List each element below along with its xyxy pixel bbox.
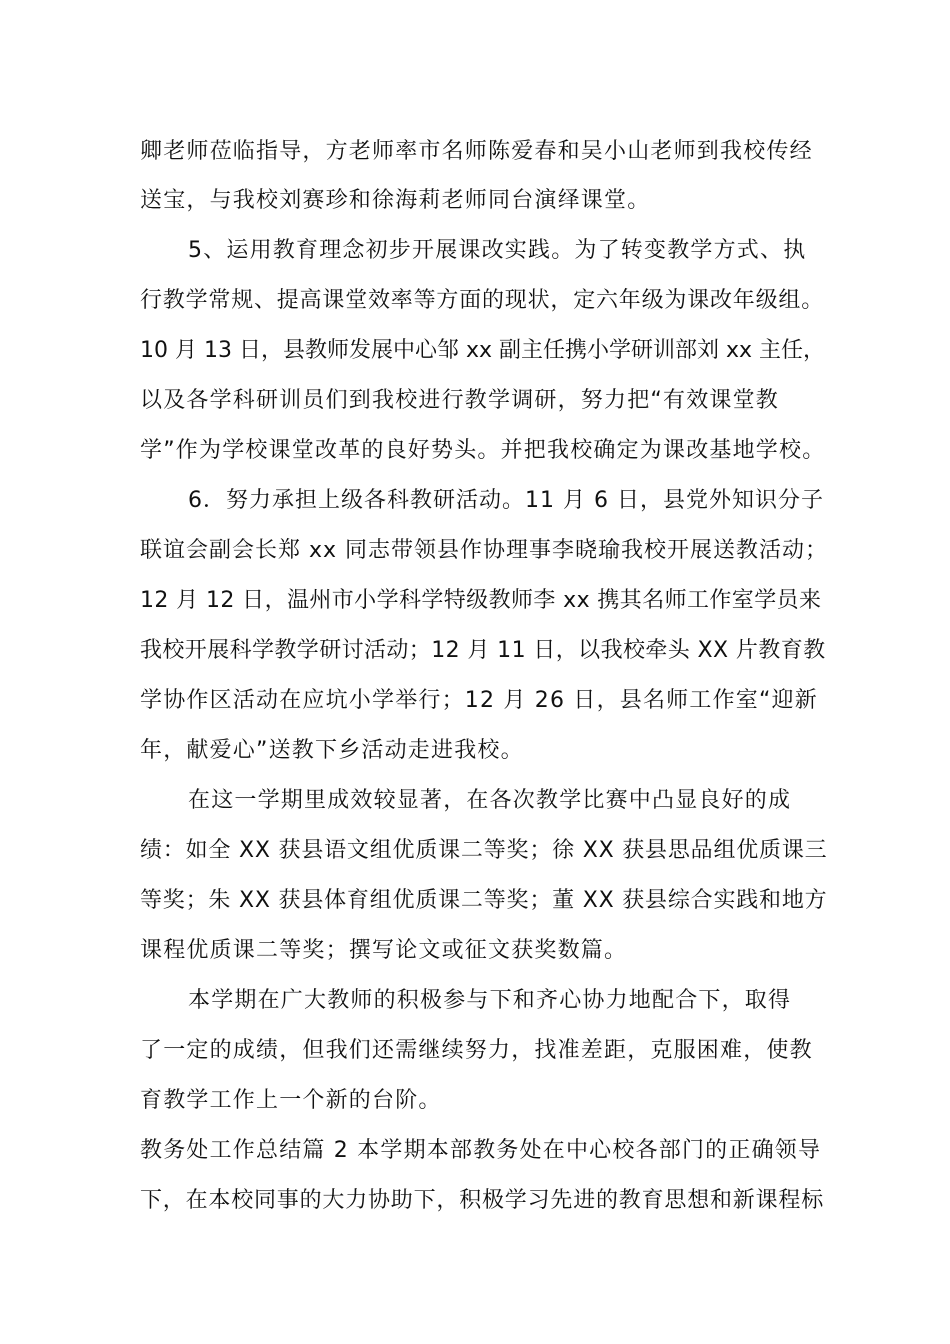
text-line: 教务处工作总结篇 2 本学期本部教务处在中心校各部门的正确领导 bbox=[140, 1138, 822, 1163]
text-line: 6．努力承担上级各科教研活动。11 月 6 日，县党外知识分子 bbox=[188, 488, 824, 513]
text-line: 等奖；朱 XX 获县体育组优质课二等奖；董 XX 获县综合实践和地方 bbox=[140, 888, 828, 913]
text-line: 课程优质课二等奖；撰写论文或征文获奖数篇。 bbox=[140, 938, 628, 963]
text-line: 学协作区活动在应坑小学举行；12 月 26 日，县名师工作室“迎新 bbox=[140, 688, 818, 713]
text-line: 5、运用教育理念初步开展课改实践。为了转变教学方式、执 bbox=[188, 238, 807, 263]
text-line: 12 月 12 日，温州市小学科学特级教师李 xx 携其名师工作室学员来 bbox=[140, 588, 822, 613]
text-line: 本学期在广大教师的积极参与下和齐心协力地配合下，取得 bbox=[188, 988, 792, 1013]
text-line: 10 月 13 日，县教师发展中心邹 xx 副主任携小学研训部刘 xx 主任， bbox=[140, 338, 826, 363]
text-line: 学”作为学校课堂改革的良好势头。并把我校确定为课改基地学校。 bbox=[140, 438, 826, 463]
text-line: 以及各学科研训员们到我校进行教学调研，努力把“有效课堂教 bbox=[140, 388, 779, 413]
text-line: 我校开展科学教学研讨活动；12 月 11 日，以我校牵头 XX 片教育教 bbox=[140, 638, 826, 663]
text-line: 年，献爱心”送教下乡活动走进我校。 bbox=[140, 738, 524, 763]
text-line: 下，在本校同事的大力协助下，积极学习先进的教育思想和新课程标 bbox=[140, 1188, 825, 1213]
text-line: 联谊会副会长郑 xx 同志带领县作协理事李晓瑜我校开展送教活动； bbox=[140, 538, 829, 563]
text-line: 行教学常规、提高课堂效率等方面的现状，定六年级为课改年级组。 bbox=[140, 288, 825, 313]
text-line: 育教学工作上一个新的台阶。 bbox=[140, 1088, 442, 1113]
text-line: 送宝，与我校刘赛珍和徐海莉老师同台演绎课堂。 bbox=[140, 188, 651, 213]
text-line: 卿老师莅临指导，方老师率市名师陈爱春和吴小山老师到我校传经 bbox=[140, 139, 813, 164]
text-line: 绩：如全 XX 获县语文组优质课二等奖；徐 XX 获县思品组优质课三 bbox=[140, 838, 828, 863]
text-line: 了一定的成绩，但我们还需继续努力，找准差距，克服困难，使教 bbox=[140, 1038, 813, 1063]
text-line: 在这一学期里成效较显著，在各次教学比赛中凸显良好的成 bbox=[188, 788, 792, 813]
